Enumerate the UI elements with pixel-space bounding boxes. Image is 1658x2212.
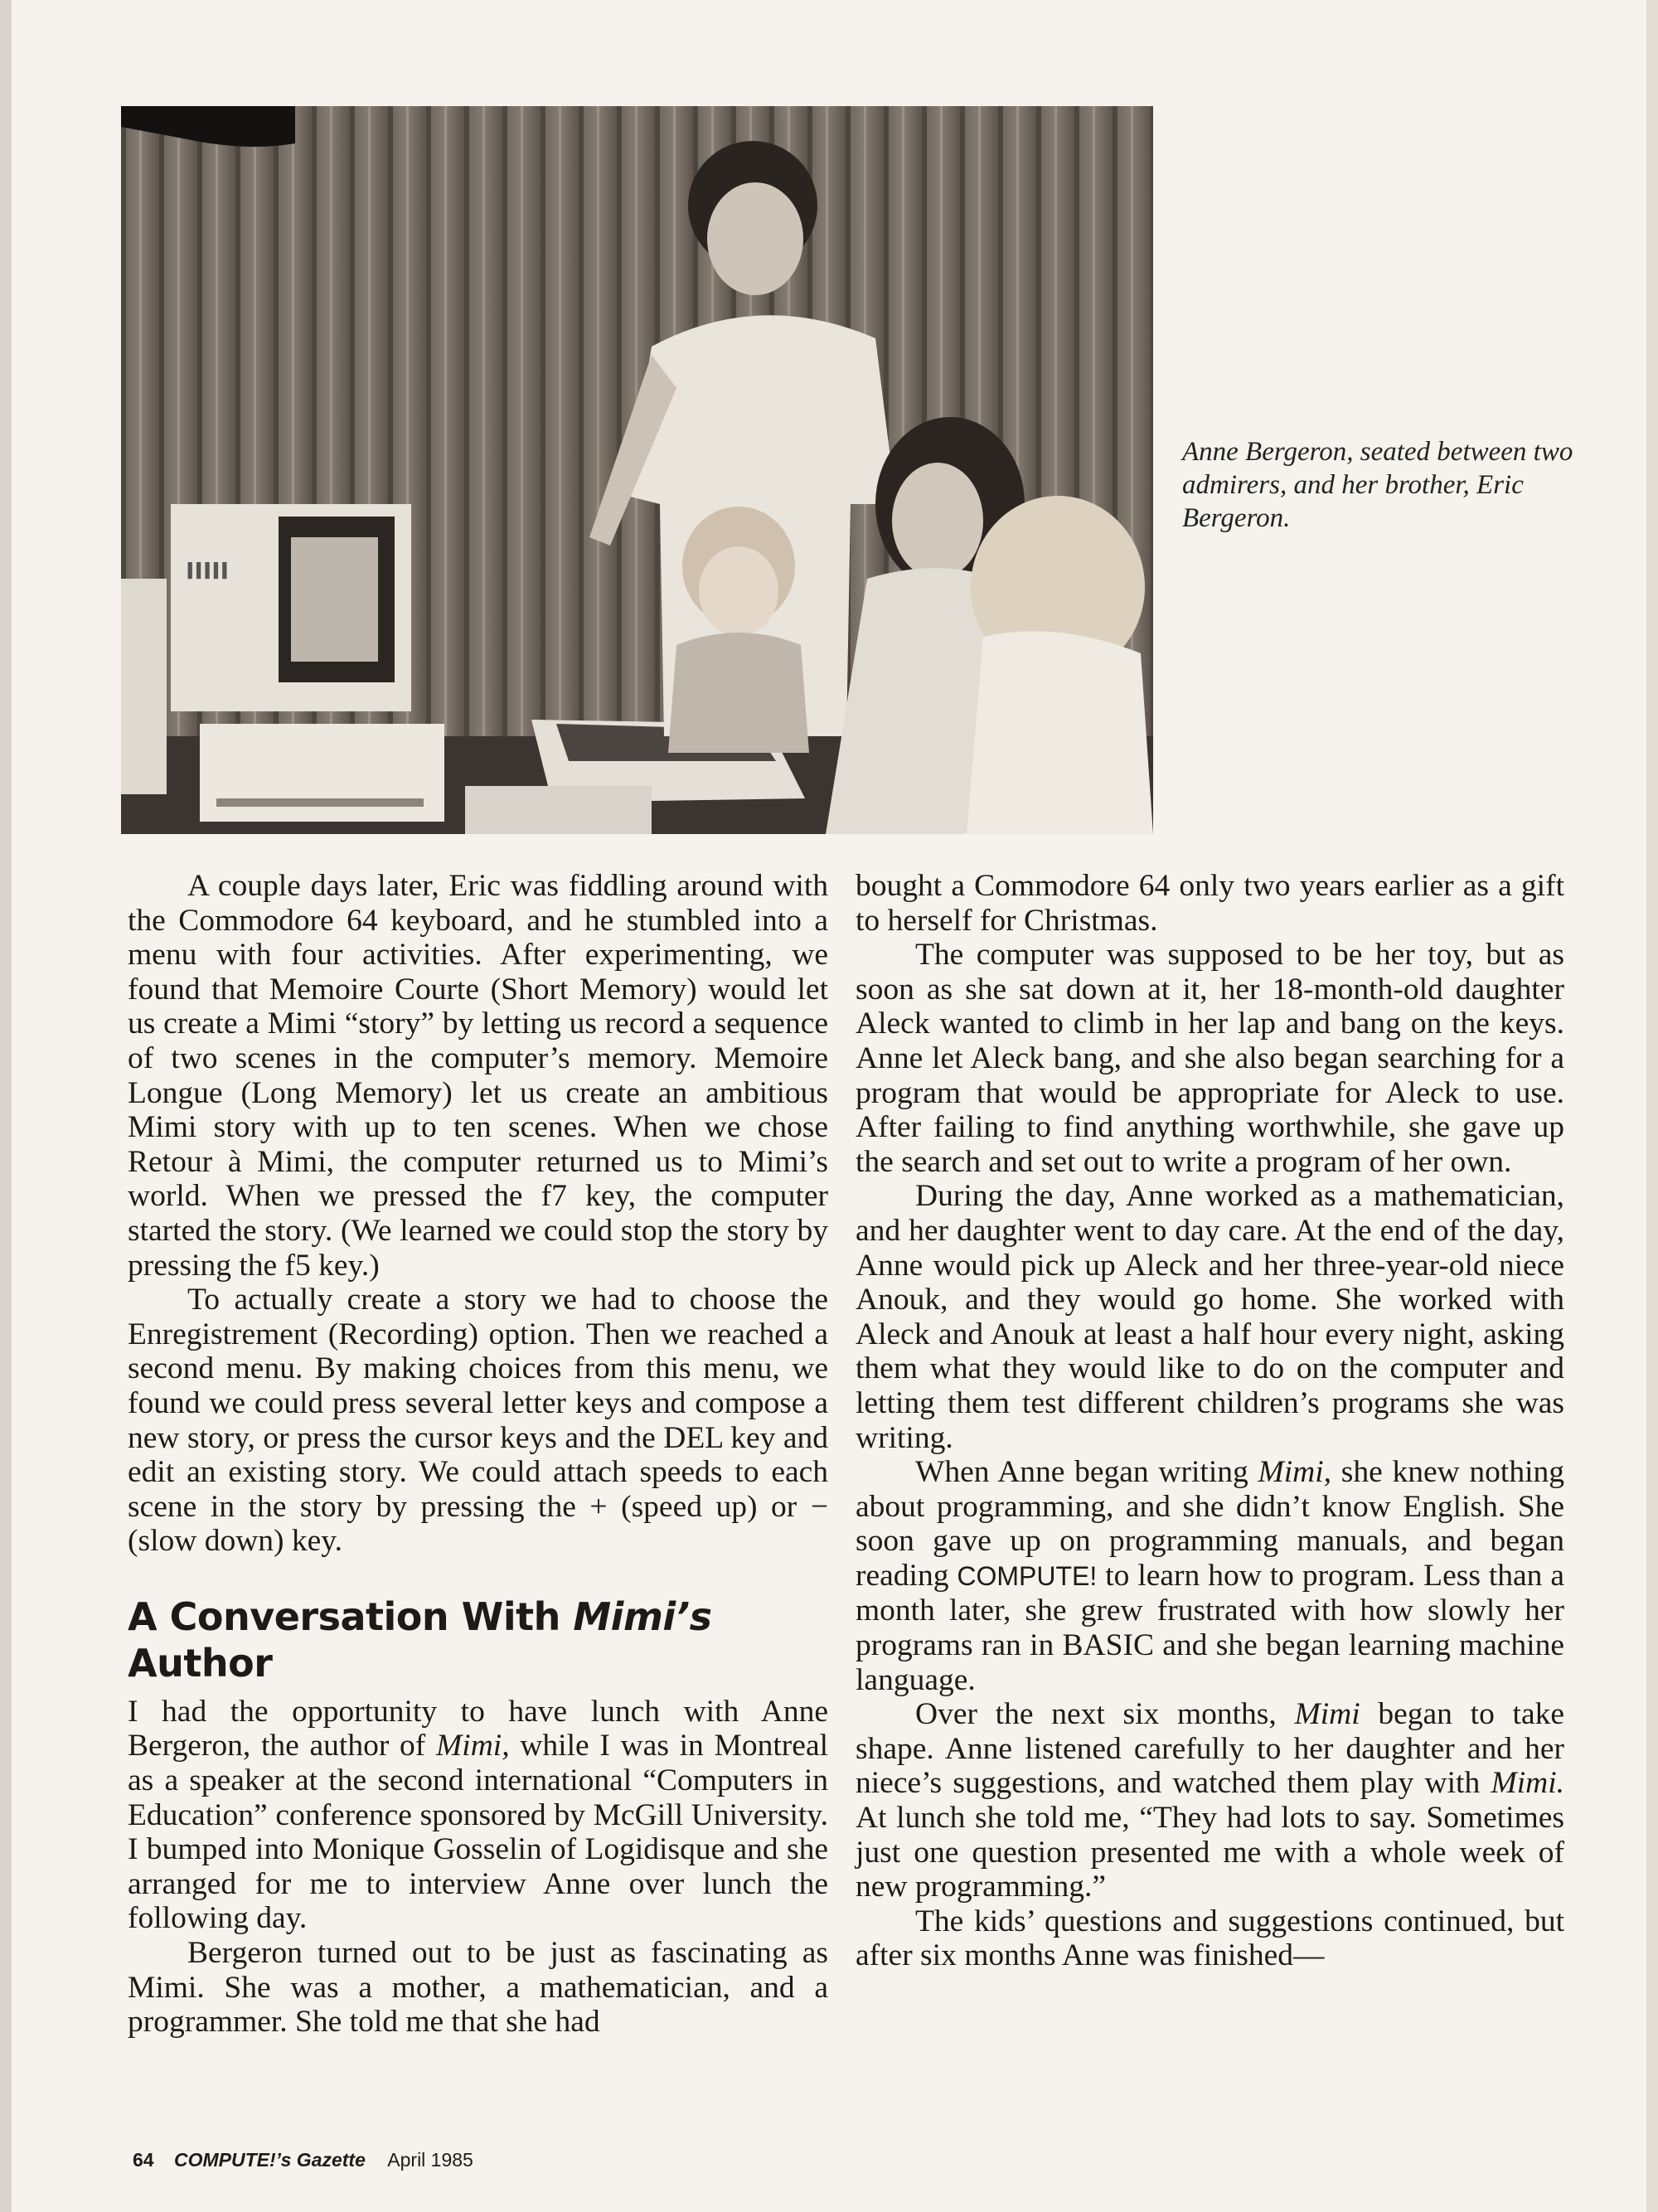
family-computer-photo <box>121 106 1153 834</box>
issue-date: April 1985 <box>387 2149 473 2171</box>
section-heading <box>128 1594 828 1686</box>
title-italic: Mimi, <box>436 1729 510 1763</box>
paragraph: Bergeron turned out to be just as fascinating as Mimi. She was a mother, a mathematician, and a programmer. She told me that she had <box>128 1936 828 2040</box>
scan-edge-right <box>1646 0 1658 2212</box>
paragraph: I had the opportunity to have lunch with Anne Bergeron, the author of Mimi, while I was in Montreal as a speaker at the second international “Computers in Education” conference sponsored by McGill University. I bumped into Monique Gosselin of Logidisque and she arranged for me to interview Anne over lunch the following day. <box>128 1694 829 1936</box>
brand-name: COMPUTE! <box>957 1560 1098 1591</box>
paragraph: When Anne began writing Mimi, she knew nothing about programming, and she didn’t know English. She soon gave up on programming manuals, and began reading COMPUTE! to learn how to program. Less than a month later, she grew frustrated with how slowly her programs ran in BASIC and she began learning machine language. <box>856 1455 1564 1697</box>
paragraph: The kids’ questions and suggestions continued, but after six months Anne was finished— <box>856 1904 1564 1973</box>
page-footer <box>133 2149 473 2171</box>
heading-title-italic: Mimi’s <box>573 1594 712 1639</box>
paragraph: The computer was supposed to be her toy, but as soon as she sat down at it, her 18-month-old daughter Aleck wanted to climb in her lap and bang on the keys. Anne let Aleck bang, and she also began searching for a program that would be appropriate for Aleck to use. After failing to find anything worthwhile, she gave up the search and set out to write a program of her own. <box>856 938 1564 1179</box>
paragraph: A couple days later, Eric was fiddling around with the Commodore 64 keyboard, and he stumbled into a menu with four activities. After experimenting, we found that Memoire Courte (Short Memory) would let us create a Mimi “story” by letting us record a sequence of two scenes in the computer’s memory. Memoire Longue (Long Memory) let us create an ambitious Mimi story with up to ten scenes. When we chose Retour à Mimi, the computer returned us to Mimi’s world. When we pressed the f7 key, the computer started the story. (We learned we could stop the story by pressing the f5 key.) <box>128 869 828 1283</box>
right-column <box>856 869 1564 1973</box>
photo-caption: Anne Bergeron, seated between two admirers, and her brother, Eric Bergeron. <box>1182 437 1573 533</box>
paragraph: During the day, Anne worked as a mathematician, and her daughter went to day care. At the end of the day, Anne would pick up Aleck and her three-year-old niece Anouk, and they would go home. She worked with Aleck and Anouk at least a half hour every night, asking them what they would like to do on the computer and letting them test different children’s programs she was writing. <box>856 1179 1564 1455</box>
photo-illustration <box>121 106 1153 834</box>
title-italic: Mimi, <box>1258 1455 1332 1490</box>
paragraph: bought a Commodore 64 only two years earlier as a gift to herself for Christmas. <box>856 869 1564 938</box>
left-column <box>128 869 828 2040</box>
monitor-label: IIIII <box>186 557 230 585</box>
magazine-page <box>12 0 1646 2212</box>
scan-edge-left <box>0 0 12 2212</box>
title-italic: Mimi. <box>1491 1766 1564 1801</box>
heading-text-end: Author <box>128 1640 273 1686</box>
paragraph: To actually create a story we had to choose the Enregistrement (Recording) option. Then we reached a second menu. By making choices from this menu, we found we could press several letter keys and compose a new story, or press the cursor keys and the DEL key and edit an existing story. We could attach speeds to each scene in the story by pressing the + (speed up) or − (slow down) key. <box>128 1283 828 1559</box>
title-italic: Mimi <box>1294 1697 1360 1732</box>
paragraph: Over the next six months, Mimi began to take shape. Anne listened carefully to her daughter and her niece’s suggestions, and watched them play with Mimi. At lunch she told me, “They had lots to say. Sometimes just one question presented me with a whole week of new programming.” <box>856 1697 1564 1904</box>
page-number: 64 <box>133 2149 154 2171</box>
heading-text: A Conversation With <box>128 1594 574 1639</box>
publication-name: COMPUTE!’s Gazette <box>173 2149 366 2171</box>
